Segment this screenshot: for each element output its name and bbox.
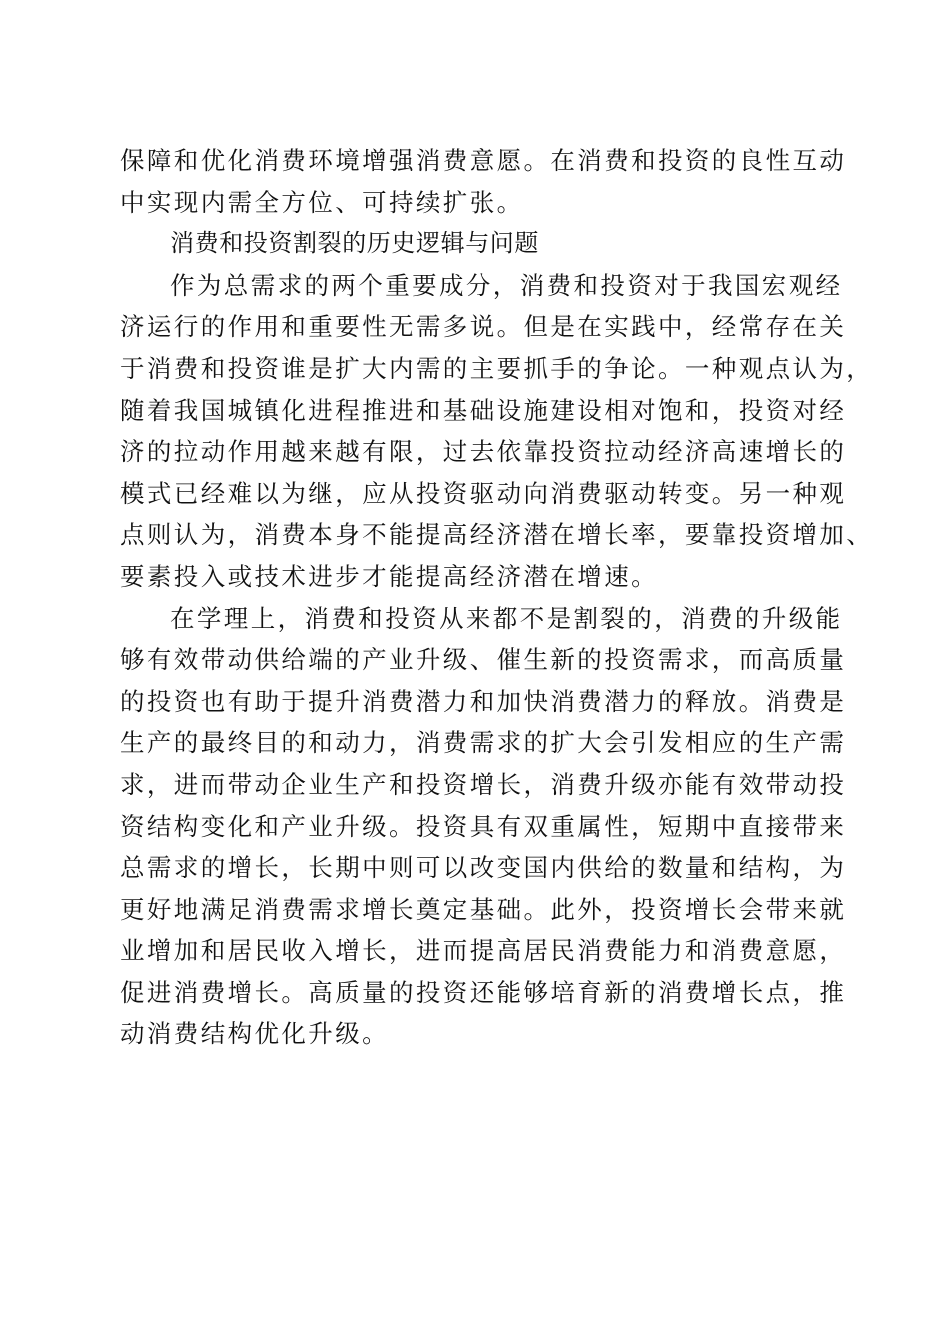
text-line: 求，进而带动企业生产和投资增长，消费升级亦能有效带动投: [120, 769, 847, 799]
text-line: 总需求的增长，长期中则可以改变国内供给的数量和结构，为: [120, 853, 847, 883]
text-line: 资结构变化和产业升级。投资具有双重属性，短期中直接带来: [120, 811, 847, 841]
text-line: 业增加和居民收入增长，进而提高居民消费能力和消费意愿，: [120, 936, 847, 966]
text-line: 要素投入或技术进步才能提高经济潜在增速。: [120, 561, 658, 591]
paragraph-2: [120, 265, 874, 598]
text-line: 济运行的作用和重要性无需多说。但是在实践中，经常存在关: [120, 312, 847, 342]
text-line: 中实现内需全方位、可持续扩张。: [120, 187, 524, 217]
text-line: 作为总需求的两个重要成分，消费和投资对于我国宏观经: [170, 270, 843, 300]
text-line: 于消费和投资谁是扩大内需的主要抓手的争论。一种观点认为，: [120, 353, 874, 383]
text-line: 模式已经难以为继，应从投资驱动向消费驱动转变。另一种观: [120, 478, 847, 508]
document-page: [120, 140, 874, 1055]
paragraph-3: [120, 598, 847, 1056]
text-line: 的投资也有助于提升消费潜力和加快消费潜力的释放。消费是: [120, 686, 847, 716]
section-heading: 消费和投资割裂的历史逻辑与问题: [170, 229, 539, 258]
text-line: 随着我国城镇化进程推进和基础设施建设相对饱和，投资对经: [120, 395, 847, 425]
text-line: 够有效带动供给端的产业升级、催生新的投资需求，而高质量: [120, 645, 847, 675]
text-line: 更好地满足消费需求增长奠定基础。此外，投资增长会带来就: [120, 894, 847, 924]
text-line: 生产的最终目的和动力，消费需求的扩大会引发相应的生产需: [120, 728, 847, 758]
text-line: 促进消费增长。高质量的投资还能够培育新的消费增长点，推: [120, 977, 847, 1007]
paragraph-1: [120, 140, 847, 223]
text-line: 动消费结构优化升级。: [120, 1019, 389, 1049]
text-line: 济的拉动作用越来越有限，过去依靠投资拉动经济高速增长的: [120, 437, 847, 467]
text-line: 保障和优化消费环境增强消费意愿。在消费和投资的良性互动: [120, 146, 847, 175]
text-line: 在学理上，消费和投资从来都不是割裂的，消费的升级能: [170, 603, 843, 633]
text-line: 点则认为，消费本身不能提高经济潜在增长率，要靠投资增加、: [120, 520, 874, 550]
